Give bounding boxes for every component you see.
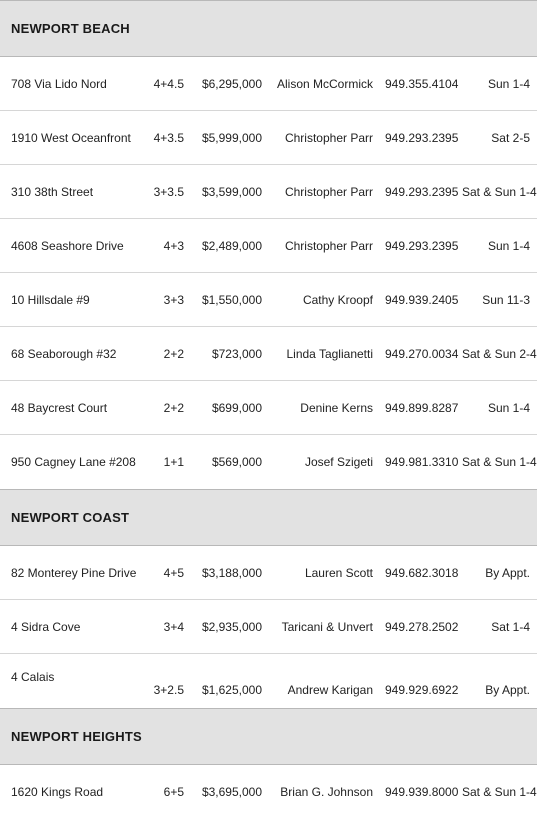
listing-phone: 949.355.4104 (385, 76, 459, 91)
section-title: NEWPORT BEACH (11, 21, 130, 36)
listing-row (0, 327, 537, 381)
listing-phone: 949.293.2395 (385, 184, 459, 199)
listing-row (0, 765, 537, 819)
listing-phone: 949.682.3018 (385, 565, 459, 580)
listing-row (0, 600, 537, 654)
listing-row (0, 219, 537, 273)
listing-open-time: Sun 1-4 (487, 400, 530, 415)
listing-open-time: Sat 1-4 (491, 619, 530, 634)
listing-beds-baths: 4+5 (163, 565, 184, 580)
listing-address: 1910 West Oceanfront (11, 130, 131, 145)
listing-agent: Josef Szigeti (304, 455, 373, 469)
listing-beds-baths: 3+3 (163, 292, 184, 307)
listing-agent: Christopher Parr (284, 238, 373, 253)
listing-price: $1,550,000 (201, 292, 262, 307)
listing-address: 82 Monterey Pine Drive (11, 565, 137, 580)
listing-agent: Brian G. Johnson (280, 785, 373, 799)
listing-open-time: Sat & Sun 1-4 (462, 785, 537, 799)
listing-open-time: Sun 11-3 (482, 292, 530, 307)
section-listings-newport-heights (0, 765, 537, 819)
listing-open-time: Sun 1-4 (487, 76, 530, 91)
listing-agent: Linda Taglianetti (286, 346, 373, 361)
listing-row (0, 435, 537, 489)
listing-phone: 949.939.2405 (385, 292, 459, 307)
listing-beds-baths: 3+4 (163, 619, 184, 634)
listing-phone: 949.899.8287 (385, 400, 459, 415)
listing-price: $699,000 (211, 400, 262, 415)
listing-price: $6,295,000 (201, 76, 262, 91)
section-header-newport-beach (0, 0, 537, 57)
listing-beds-baths: 2+2 (163, 400, 184, 415)
listing-phone: 949.929.6922 (385, 683, 459, 697)
listing-beds-baths: 6+5 (163, 785, 184, 799)
listing-row (0, 111, 537, 165)
listing-beds-baths: 4+4.5 (153, 76, 184, 91)
listing-open-time: Sat & Sun 1-4 (462, 455, 537, 469)
listing-price: $3,599,000 (201, 184, 262, 199)
section-title: NEWPORT COAST (11, 510, 130, 525)
listing-agent: Christopher Parr (284, 184, 373, 199)
listing-price: $723,000 (211, 346, 262, 361)
listing-address: 10 Hillsdale #9 (11, 292, 90, 307)
listing-agent: Christopher Parr (284, 130, 373, 145)
listing-address: 4608 Seashore Drive (11, 238, 124, 253)
listing-phone: 949.939.8000 (385, 785, 459, 799)
listing-agent: Denine Kerns (300, 400, 373, 415)
listing-price: $2,489,000 (201, 238, 262, 253)
listing-agent: Cathy Kroopf (302, 292, 373, 307)
listing-row (0, 546, 537, 600)
listing-agent: Lauren Scott (304, 565, 373, 580)
section-header-newport-heights (0, 708, 537, 765)
listing-phone: 949.981.3310 (385, 455, 459, 469)
listing-address: 310 38th Street (11, 184, 94, 199)
listing-price: $1,625,000 (201, 683, 262, 697)
listing-beds-baths: 1+1 (163, 455, 184, 469)
listing-address: 4 Sidra Cove (11, 619, 81, 634)
listing-open-time: Sun 1-4 (487, 238, 530, 253)
listing-address: 4 Calais (11, 670, 55, 684)
listing-phone: 949.293.2395 (385, 130, 459, 145)
listing-open-time: By Appt. (485, 683, 530, 697)
listing-address: 708 Via Lido Nord (11, 76, 107, 91)
listing-price: $2,935,000 (201, 619, 262, 634)
listing-row (0, 57, 537, 111)
listing-beds-baths: 4+3 (163, 238, 184, 253)
listing-open-time: Sat & Sun 2-4 (462, 346, 537, 361)
listing-row (0, 381, 537, 435)
listing-price: $3,695,000 (201, 785, 262, 799)
section-listings-newport-coast (0, 546, 537, 708)
listing-phone: 949.270.0034 (385, 346, 459, 361)
listing-agent: Taricani & Unvert (281, 619, 373, 634)
listing-address: 1620 Kings Road (11, 785, 104, 799)
listing-price: $569,000 (211, 455, 262, 469)
listing-phone: 949.293.2395 (385, 238, 459, 253)
listing-open-time: Sat 2-5 (491, 130, 530, 145)
section-listings-newport-beach (0, 57, 537, 489)
listing-beds-baths: 3+2.5 (153, 683, 184, 697)
listing-row (0, 165, 537, 219)
listing-agent: Alison McCormick (276, 76, 373, 91)
listing-row (0, 273, 537, 327)
listing-price: $3,188,000 (201, 565, 262, 580)
listing-agent: Andrew Karigan (287, 683, 373, 697)
listing-beds-baths: 2+2 (163, 346, 184, 361)
listing-phone: 949.278.2502 (385, 619, 459, 634)
listing-beds-baths: 4+3.5 (153, 130, 184, 145)
listing-beds-baths: 3+3.5 (153, 184, 184, 199)
listing-address: 68 Seaborough #32 (11, 346, 117, 361)
listing-address: 950 Cagney Lane #208 (11, 455, 136, 469)
listing-address: 48 Baycrest Court (11, 400, 108, 415)
section-header-newport-coast (0, 489, 537, 546)
section-title: NEWPORT HEIGHTS (11, 729, 142, 744)
listing-open-time: By Appt. (485, 565, 530, 580)
listing-row (0, 654, 537, 708)
listing-open-time: Sat & Sun 1-4 (462, 184, 537, 199)
listing-price: $5,999,000 (201, 130, 262, 145)
